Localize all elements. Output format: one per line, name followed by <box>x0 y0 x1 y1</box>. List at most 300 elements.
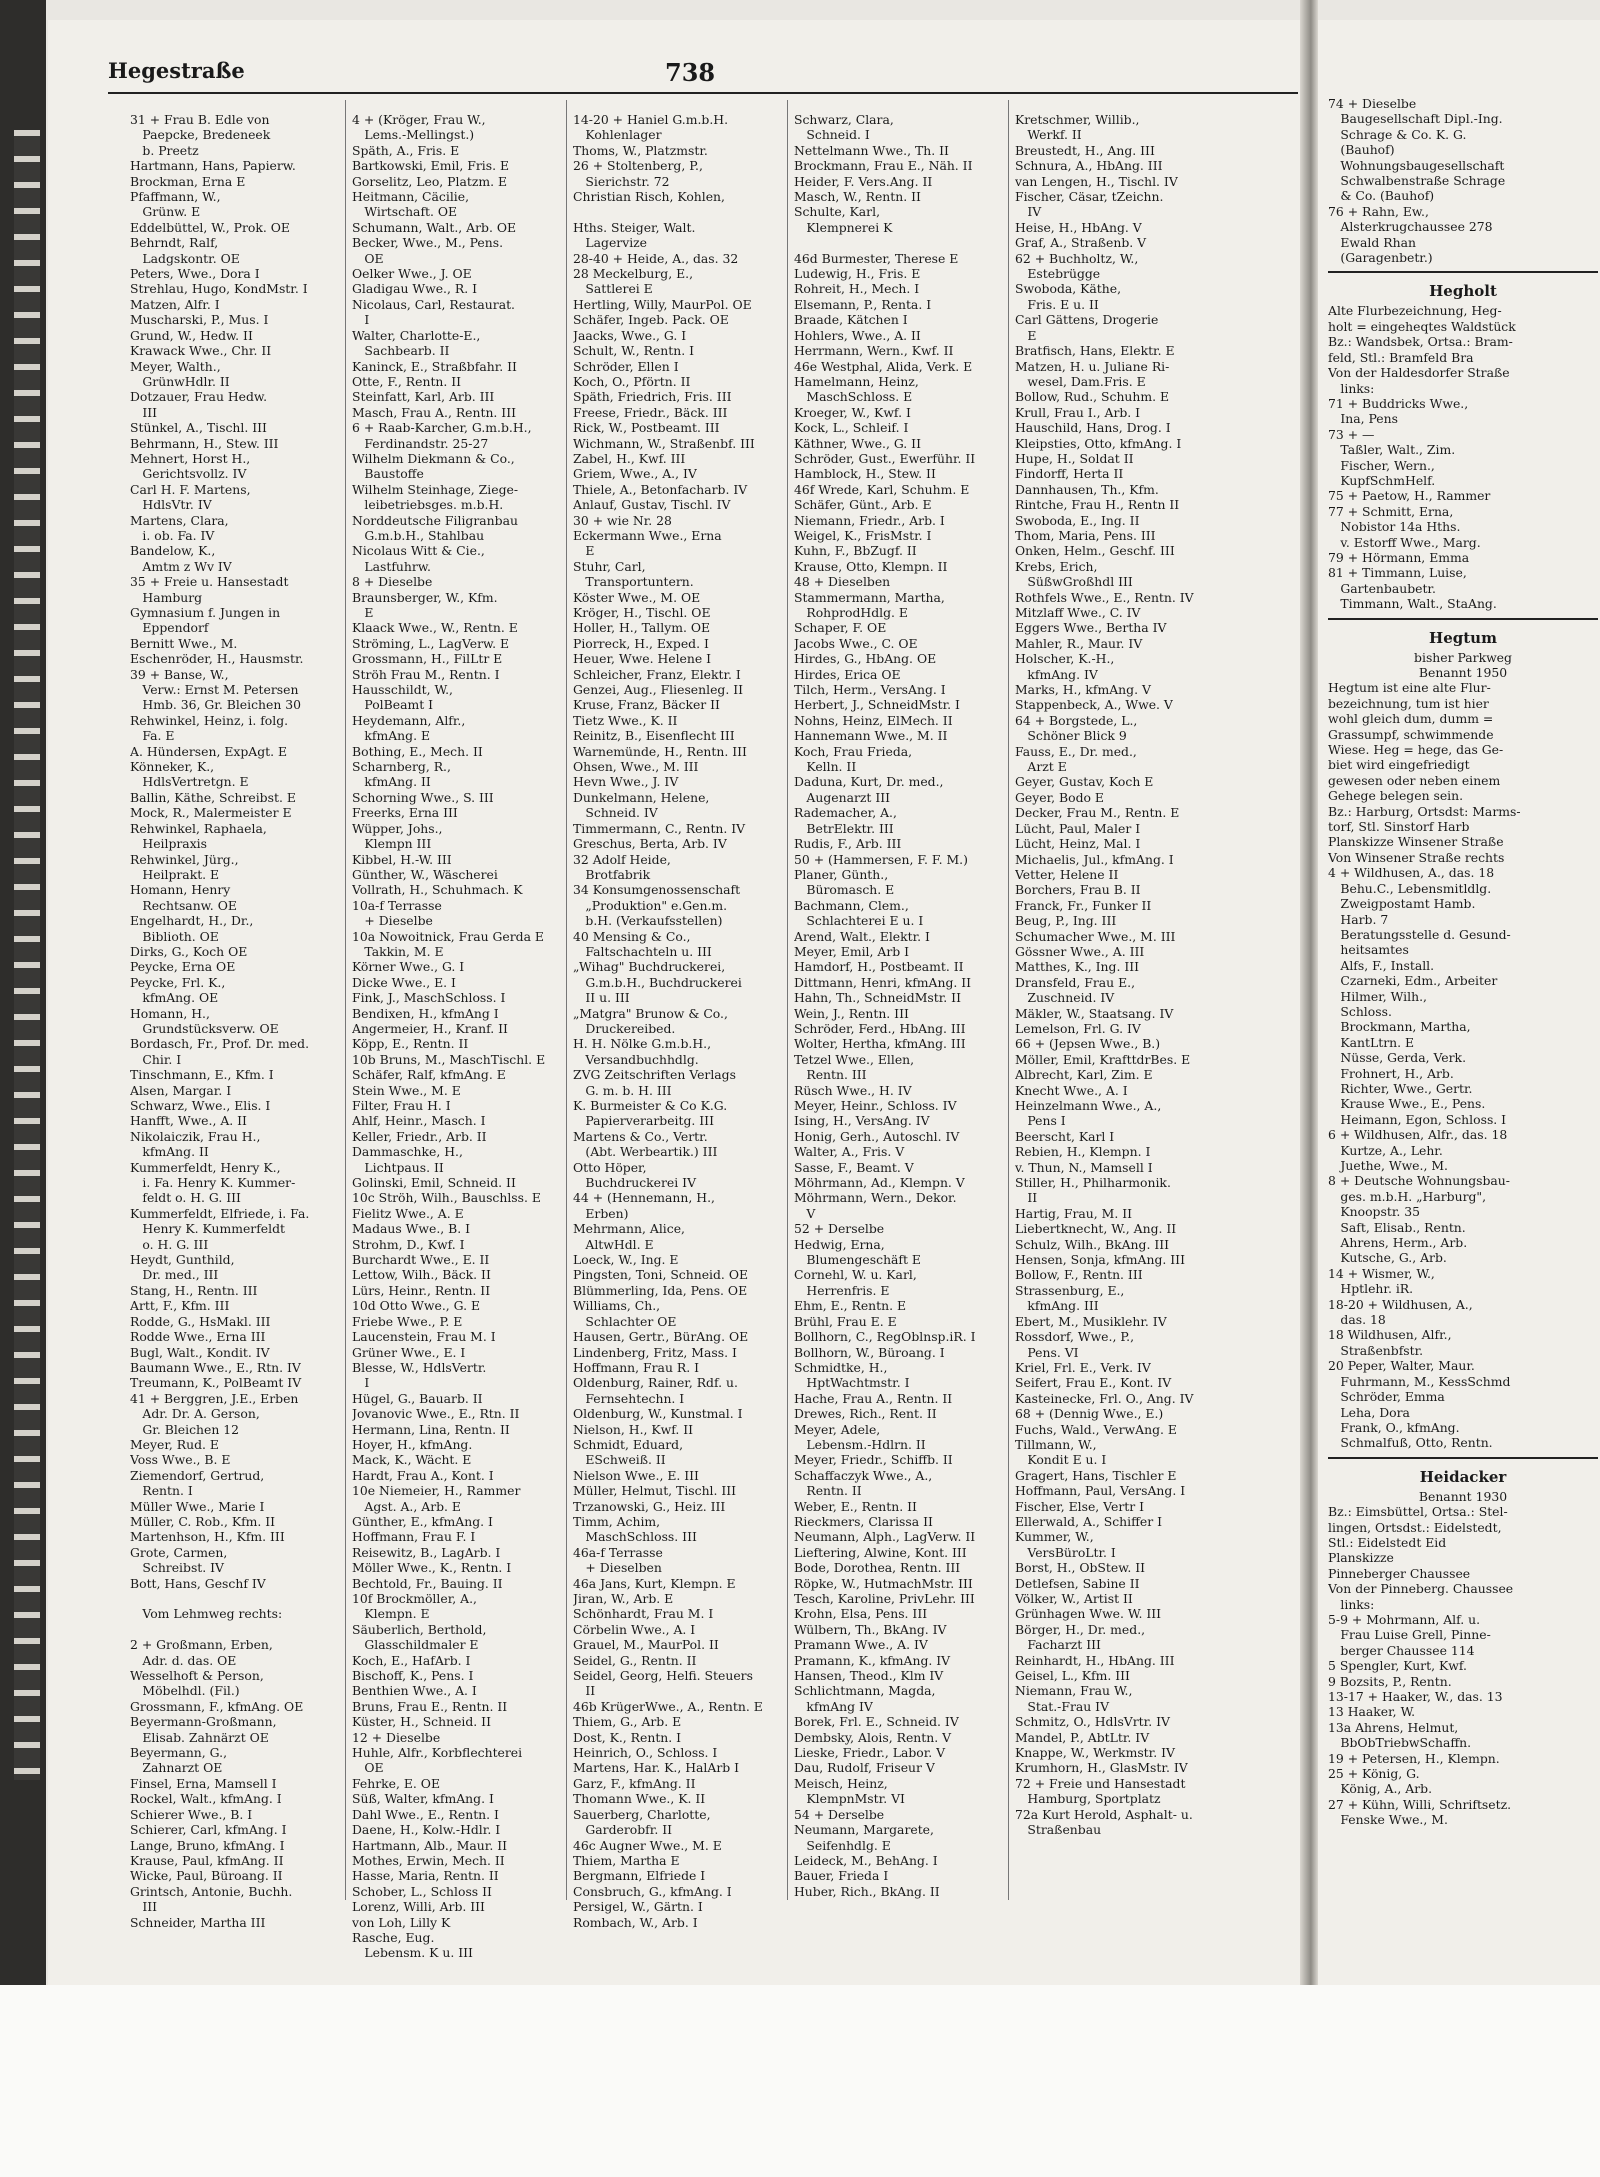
directory-entry-line: Krawack Wwe., Chr. II <box>130 343 272 359</box>
directory-entry-line: Geisel, L., Kfm. III <box>1015 1668 1130 1684</box>
directory-entry-line: Otto Höper, <box>573 1159 647 1175</box>
directory-entry-line: (Garagenbetr.) <box>1328 250 1433 266</box>
directory-entry-line: Von der Pinneberg. Chaussee <box>1328 1581 1514 1597</box>
directory-entry-line: Tietz Wwe., K. II <box>573 712 678 728</box>
directory-entry-line: Fischer, Cäsar, tZeichn. <box>1015 189 1164 205</box>
directory-entry-line: Sasse, F., Beamt. V <box>794 1159 914 1175</box>
directory-entry-line: Hevn Wwe., J. IV <box>573 774 679 790</box>
directory-entry-line: Rodde, G., HsMakl. III <box>130 1313 271 1329</box>
directory-entry-line: Timm, Achim, <box>573 1513 661 1529</box>
directory-entry-line: Kummerfeldt, Elfriede, i. Fa. <box>130 1205 310 1221</box>
directory-entry-line: 14-20 + Haniel G.m.b.H. <box>573 112 729 127</box>
directory-entry-line: 13 Haaker, W. <box>1328 1704 1416 1720</box>
directory-entry-line: 46a Jans, Kurt, Klempn. E <box>573 1575 736 1591</box>
directory-entry-line: 6 + Wildhusen, Alfr., das. 18 <box>1328 1127 1508 1143</box>
directory-entry-line: Golinski, Emil, Schneid. II <box>352 1175 516 1191</box>
directory-entry-line: Brockmann, Frau E., Näh. II <box>794 158 973 174</box>
directory-entry-line: Möbelhdl. (Fil.) <box>130 1683 240 1699</box>
directory-entry-line: 10a Nowoitnick, Frau Gerda E <box>352 928 544 944</box>
directory-entry-line: Matthes, K., Ing. III <box>1015 959 1140 975</box>
directory-entry-line: Bischoff, K., Pens. I <box>352 1668 474 1684</box>
directory-entry-line: Trzanowski, G., Heiz. III <box>573 1498 726 1514</box>
directory-entry-line: 13-17 + Haaker, W., das. 13 <box>1328 1689 1503 1704</box>
directory-entry-line: Wiese. Heg = hege, das Ge- <box>1328 742 1504 758</box>
directory-entry-line: Rothfels Wwe., E., Rentn. IV <box>1015 589 1194 605</box>
directory-entry-line: Bauer, Frieda I <box>794 1868 889 1884</box>
directory-entry-line: Heilpraxis <box>130 836 208 852</box>
directory-entry-line: Schäfer, Ralf, kfmAng. E <box>352 1067 506 1083</box>
directory-entry-line: Lebensm. K u. III <box>352 1945 473 1961</box>
directory-entry-line: Dr. med., III <box>130 1267 219 1283</box>
directory-entry-line: PolBeamt I <box>352 697 434 713</box>
directory-entry-line: Scharnberg, R., <box>352 759 451 775</box>
directory-entry-line: Leha, Dora <box>1328 1404 1410 1420</box>
directory-entry-line: Grote, Carmen, <box>130 1544 228 1560</box>
directory-entry-line: Bz.: Harburg, Ortsdst: Marms- <box>1328 803 1521 819</box>
directory-entry-line: Gr. Bleichen 12 <box>130 1421 240 1437</box>
directory-entry-line: wohl gleich dum, dumm = <box>1328 711 1494 727</box>
directory-entry-line: Ströming, L., LagVerw. E <box>352 635 510 651</box>
directory-entry-line: Thom, Maria, Pens. III <box>1015 527 1156 543</box>
directory-entry-line: Tesch, Karoline, PrivLehr. III <box>794 1591 975 1606</box>
directory-entry-line: Rademacher, A., <box>794 805 897 821</box>
directory-entry-line: Fischer, Else, Vertr I <box>1015 1498 1144 1514</box>
directory-entry-line: G. m. b. H. III <box>573 1082 672 1098</box>
directory-entry-line: „Wihag" Buchdruckerei, <box>573 959 726 975</box>
directory-entry-line: Dau, Rudolf, Friseur V <box>794 1760 935 1776</box>
directory-entry-line: Pramann, K., kfmAng. IV <box>794 1652 951 1668</box>
directory-entry-line: Chir. I <box>130 1051 182 1067</box>
directory-entry-line: Schumann, Walt., Arb. OE <box>352 219 517 235</box>
directory-entry-line: 62 + Buchholtz, W., <box>1015 250 1139 266</box>
directory-entry-line: Krumhorn, H., GlasMstr. IV <box>1015 1760 1188 1776</box>
directory-entry-line: lingen, Ortsdst.: Eidelstedt, <box>1328 1519 1502 1535</box>
directory-entry-line: Schäfer, Günt., Arb. E <box>794 497 932 513</box>
directory-entry-line: Schulte, Karl, <box>794 204 881 220</box>
directory-entry-line: Planskizze Winsener Straße <box>1328 834 1504 850</box>
directory-entry-line: Mitzlaff Wwe., C. IV <box>1015 605 1141 620</box>
directory-entry-line: Pinneberger Chaussee <box>1328 1565 1471 1581</box>
section-rule <box>1328 1457 1598 1459</box>
directory-entry-line: Schlachterei E u. I <box>794 913 924 929</box>
directory-entry-line: Seidel, G., Rentn. II <box>573 1652 697 1668</box>
directory-entry-line: Swoboda, Käthe, <box>1015 281 1122 297</box>
directory-entry-line: Büromasch. E <box>794 882 895 898</box>
directory-entry-line: Swoboda, E., Ing. II <box>1015 512 1140 528</box>
directory-entry-line: Fuchs, Wald., VerwAng. E <box>1015 1421 1177 1437</box>
directory-entry-line: Braade, Kätchen I <box>794 312 908 328</box>
directory-entry-line: Rehwinkel, Heinz, i. folg. <box>130 712 289 728</box>
directory-entry-line: Hasse, Maria, Rentn. II <box>352 1868 499 1884</box>
directory-entry-line: Meyer, Friedr., Schiffb. II <box>794 1452 953 1468</box>
directory-entry-line: Rossdorf, Wwe., P., <box>1015 1329 1135 1345</box>
directory-entry-line: Jovanovic Wwe., E., Rtn. II <box>352 1406 520 1422</box>
directory-entry-line: Ebert, M., Musiklehr. IV <box>1015 1313 1167 1329</box>
column-4 <box>794 112 1004 1899</box>
directory-entry-line: Wohnungsbaugesellschaft <box>1328 157 1505 173</box>
directory-entry-line: Schierer Wwe., B. I <box>130 1806 253 1822</box>
directory-entry-line: Zweigpostamt Hamb. <box>1328 896 1476 912</box>
directory-entry-line: 10d Otto Wwe., G. E <box>352 1298 481 1314</box>
directory-entry-line: Rechtsanw. OE <box>130 897 237 913</box>
directory-entry-line: Schloss. <box>1328 1003 1392 1019</box>
directory-entry-line: Wein, J., Rentn. III <box>794 1005 909 1021</box>
directory-entry-line: Koch, E., HafArb. I <box>352 1652 471 1668</box>
directory-entry-line: Homann, H., <box>130 1005 210 1021</box>
directory-entry-line: Schlachter OE <box>573 1313 677 1329</box>
directory-entry-line: Gladigau Wwe., R. I <box>352 281 477 297</box>
column-5 <box>1015 112 1285 1838</box>
directory-entry-line: Rasche, Eug. <box>352 1929 435 1945</box>
directory-entry-line <box>794 235 1004 250</box>
directory-entry-line: 64 + Borgstede, L., <box>1015 712 1138 728</box>
directory-entry-line: Alsen, Margar. I <box>130 1082 232 1098</box>
column-divider <box>566 100 567 1900</box>
directory-entry-line: 68 + (Dennig Wwe., E.) <box>1015 1406 1164 1422</box>
directory-entry-line: Grossmann, H., FilLtr E <box>352 651 503 667</box>
directory-entry-line: Lieske, Friedr., Labor. V <box>794 1745 946 1761</box>
directory-entry-line: Schwalbenstraße Schrage <box>1328 173 1506 189</box>
directory-entry-line: Czarneki, Edm., Arbeiter <box>1328 973 1498 989</box>
directory-entry-line: 8 + Deutsche Wohnungsbau- <box>1328 1173 1510 1189</box>
directory-entry-line: Hahn, Th., SchneidMstr. II <box>794 990 961 1006</box>
directory-entry-line: Gymnasium f. Jungen in <box>130 605 281 620</box>
directory-entry-line: Schaffaczyk Wwe., A., <box>794 1467 933 1483</box>
directory-entry-line: Seifert, Frau E., Kont. IV <box>1015 1375 1172 1391</box>
directory-entry-line: Hirdes, G., HbAng. OE <box>794 651 937 667</box>
directory-entry-line: Schmalfuß, Otto, Rentn. <box>1328 1435 1493 1451</box>
page-title: Hegestraße <box>108 58 245 83</box>
directory-entry-line: Hoyer, H., kfmAng. <box>352 1436 473 1452</box>
directory-entry-line: Voss Wwe., B. E <box>130 1452 231 1468</box>
directory-entry-line: Werkf. II <box>1015 127 1082 143</box>
directory-entry-line: Herrenfris. E <box>794 1282 890 1298</box>
directory-entry-line: Körner Wwe., G. I <box>352 959 465 975</box>
directory-entry-line: Stiller, H., Philharmonik. <box>1015 1175 1171 1191</box>
directory-entry-line: SüßwGroßhdl III <box>1015 574 1133 590</box>
directory-entry-line: Frohnert, H., Arb. <box>1328 1065 1454 1081</box>
directory-entry-line: Faltschachteln u. III <box>573 943 712 959</box>
directory-entry-line: 27 + Kühn, Willi, Schriftsetz. <box>1328 1796 1512 1812</box>
right-lines-top <box>1328 96 1598 265</box>
directory-entry-line: + Dieselbe <box>352 913 433 929</box>
directory-entry-line: links: <box>1328 380 1375 396</box>
directory-entry-line: Meyer, Walth., <box>130 358 221 374</box>
section-sub-heidacker <box>1328 1489 1598 1504</box>
directory-entry-line: Günther, W., Wäscherei <box>352 866 498 882</box>
directory-entry-line: Stl.: Eidelstedt Eid <box>1328 1534 1447 1550</box>
directory-entry-line: Alte Flurbezeichnung, Heg- <box>1328 303 1502 319</box>
directory-entry-line: Benannt 1950 <box>1418 665 1508 680</box>
directory-entry-line: Gorselitz, Leo, Platzm. E <box>352 173 508 189</box>
directory-entry-line: Straßenbfstr. <box>1328 1342 1424 1358</box>
directory-entry-line: Klempn. E <box>352 1606 430 1622</box>
directory-entry-line: Homann, Henry <box>130 882 231 898</box>
directory-entry-line: VersBüroLtr. I <box>1015 1544 1116 1560</box>
directory-entry-line: Bruns, Frau E., Rentn. II <box>352 1698 508 1714</box>
directory-entry-line: Timmermann, C., Rentn. IV <box>573 820 746 836</box>
directory-entry-line: Ladgskontr. OE <box>130 250 240 266</box>
directory-entry-line: KupfSchmHelf. <box>1328 472 1436 488</box>
directory-entry-line: 76 + Rahn, Ew., <box>1328 203 1429 219</box>
directory-entry-line: Käthner, Wwe., G. II <box>794 435 921 451</box>
directory-entry-line: 10f Brockmöller, A., <box>352 1591 477 1606</box>
directory-entry-line: bisher Parkweg <box>1414 649 1512 665</box>
directory-entry-line: Zabel, H., Kwf. III <box>573 450 686 466</box>
directory-entry-line: K. Burmeister & Co K.G. <box>573 1098 728 1113</box>
directory-entry-line: Lems.-Mellingst.) <box>352 127 475 143</box>
directory-entry-line: Kelln. II <box>794 759 857 775</box>
directory-entry-line: Hausschildt, W., <box>352 682 453 698</box>
directory-entry-line: Oelker Wwe., J. OE <box>352 266 472 282</box>
directory-entry-line: Hügel, G., Bauarb. II <box>352 1390 483 1406</box>
directory-entry-line: Michaelis, Jul., kfmAng. I <box>1015 851 1174 867</box>
directory-entry-line: b. Preetz <box>130 142 199 158</box>
directory-entry-line: Schneid. IV <box>573 805 658 821</box>
directory-entry-line: Grund, W., Hedw. II <box>130 327 253 343</box>
directory-entry-line: Becker, Wwe., M., Pens. <box>352 235 504 251</box>
directory-entry-line: IV <box>1015 204 1042 220</box>
directory-entry-line: III <box>130 404 158 420</box>
directory-entry-line: „Matgra" Brunow & Co., <box>573 1005 728 1021</box>
directory-entry-line: Heinrich, O., Schloss. I <box>573 1745 718 1761</box>
directory-entry-line: Beyermann, G., <box>130 1745 228 1761</box>
directory-entry-line: Martens, Clara, <box>130 512 229 528</box>
directory-entry-line: Transportuntern. <box>573 574 694 590</box>
directory-entry-line: Knecht Wwe., A. I <box>1015 1082 1128 1098</box>
directory-entry-line: Mehrmann, Alice, <box>573 1221 685 1237</box>
directory-entry-line: Decker, Frau M., Rentn. E <box>1015 805 1180 821</box>
directory-entry-line: Blesse, W., HdlsVertr. <box>352 1359 487 1375</box>
directory-entry-line: + Dieselben <box>573 1560 662 1576</box>
directory-entry-line: Stang, H., Rentn. III <box>130 1282 258 1298</box>
directory-entry-line: Treumann, K., PolBeamt IV <box>130 1375 302 1391</box>
directory-entry-line: 2 + Großmann, Erben, <box>130 1637 273 1653</box>
directory-entry-line: Ahrens, Herm., Arb. <box>1328 1235 1468 1251</box>
directory-entry-line: Grüner Wwe., E. I <box>352 1344 466 1360</box>
directory-entry-line: Bratfisch, Hans, Elektr. E <box>1015 343 1175 359</box>
directory-entry-line: Rudis, F., Arb. III <box>794 836 902 852</box>
directory-entry-line: Schneider, Martha III <box>130 1914 266 1930</box>
directory-entry-line: Mandel, P., AbtLtr. IV <box>1015 1729 1150 1745</box>
directory-entry-line: Schmitz, O., HdlsVrtr. IV <box>1015 1714 1170 1730</box>
directory-entry-line: Bernitt Wwe., M. <box>130 635 238 651</box>
directory-entry-line: Borchers, Frau B. II <box>1015 882 1141 898</box>
directory-entry-line: Meisch, Heinz, <box>794 1775 888 1791</box>
directory-entry-line: 39 + Banse, W., <box>130 666 229 682</box>
directory-entry-line: Schleicher, Franz, Elektr. I <box>573 666 741 682</box>
directory-entry-line: Finsel, Erna, Mamsell I <box>130 1775 277 1791</box>
directory-entry-line: Rockel, Walt., kfmAng. I <box>130 1791 282 1807</box>
directory-entry-line: Franck, Fr., Funker II <box>1015 897 1152 913</box>
directory-entry-line: Dahl Wwe., E., Rentn. I <box>352 1806 499 1822</box>
directory-entry-line: Muscharski, P., Mus. I <box>130 312 269 328</box>
directory-entry-line: Oldenburg, W., Kunstmal. I <box>573 1406 743 1422</box>
directory-entry-line: Heilprakt. E <box>130 866 220 882</box>
directory-entry-line: Adr. Dr. A. Gerson, <box>130 1406 260 1422</box>
directory-entry-line: Wülbern, Th., BkAng. IV <box>794 1621 947 1637</box>
directory-entry-line: Heuer, Wwe. Helene I <box>573 651 712 667</box>
directory-entry-line: Laucenstein, Frau M. I <box>352 1329 496 1345</box>
directory-entry-line: I <box>352 312 370 328</box>
directory-entry-line: Arend, Walt., Elektr. I <box>794 928 930 944</box>
background-bottom <box>0 1985 1600 2177</box>
directory-entry-line: Rehwinkel, Jürg., <box>130 851 239 867</box>
directory-entry-line: 10b Bruns, M., MaschTischl. E <box>352 1051 546 1067</box>
directory-entry-line: Hoffmann, Frau R. I <box>573 1359 699 1375</box>
directory-entry-line: Martenhson, H., Kfm. III <box>130 1529 285 1545</box>
section-title-hegholt: Hegholt <box>1429 282 1497 301</box>
directory-entry-line: Augenarzt III <box>794 789 891 805</box>
directory-entry-line: Carl Gättens, Drogerie <box>1015 312 1159 328</box>
directory-entry-line: i. ob. Fa. IV <box>130 527 215 543</box>
directory-entry-line: Neumann, Margarete, <box>794 1822 934 1838</box>
directory-entry-line: Stein Wwe., M. E <box>352 1082 461 1098</box>
directory-entry-line: 19 + Petersen, H., Klempn. <box>1328 1750 1500 1766</box>
directory-entry-line: Bandelow, K., <box>130 543 216 559</box>
directory-entry-line: 25 + König, G. <box>1328 1766 1420 1782</box>
directory-entry-line: v. Thun, N., Mamsell I <box>1015 1159 1153 1175</box>
directory-entry-line: Hardt, Frau A., Kont. I <box>352 1467 494 1483</box>
directory-entry-line: Planer, Günth., <box>794 866 889 882</box>
directory-entry-line: III <box>130 1899 158 1915</box>
column-1 <box>130 112 340 1930</box>
directory-entry-line: Ewald Rhan <box>1328 234 1416 250</box>
directory-entry-line: Jaacks, Wwe., G. I <box>573 327 687 343</box>
section-sub-hegtum <box>1328 650 1598 681</box>
directory-entry-line: Günther, E., kfmAng. I <box>352 1513 493 1529</box>
directory-entry-line: 46b KrügerWwe., A., Rentn. E <box>573 1698 763 1714</box>
directory-entry-line: (Abt. Werbeartik.) III <box>573 1144 718 1160</box>
directory-entry-line: Nielson, H., Kwf. II <box>573 1421 694 1437</box>
directory-entry-line: Strassenburg, E., <box>1015 1282 1125 1298</box>
directory-entry-line: Verw.: Ernst M. Petersen <box>130 682 299 698</box>
directory-entry-line: Peters, Wwe., Dora I <box>130 266 260 282</box>
directory-entry-line: Krause Wwe., E., Pens. <box>1328 1096 1486 1112</box>
directory-entry-line: Bugl, Walt., Kondit. IV <box>130 1344 270 1360</box>
directory-entry-line: feldt o. H. G. III <box>130 1190 241 1206</box>
directory-entry-line: Taßler, Walt., Zim. <box>1328 442 1456 458</box>
directory-entry-line: Findorff, Herta II <box>1015 466 1124 482</box>
directory-entry-line: Hoffmann, Paul, VersAng. I <box>1015 1483 1186 1499</box>
directory-entry-line: Consbruch, G., kfmAng. I <box>573 1883 732 1899</box>
directory-entry-line: Kibbel, H.-W. III <box>352 851 452 867</box>
directory-entry-line: Vollrath, H., Schuhmach. K <box>352 882 523 898</box>
directory-entry-line: Schmidtke, H., <box>794 1359 888 1375</box>
directory-entry-line: Kröger, H., Tischl. OE <box>573 605 711 620</box>
directory-entry-line: Albrecht, Karl, Zim. E <box>1015 1067 1153 1083</box>
directory-entry-line: 14 + Wismer, W., <box>1328 1265 1435 1281</box>
directory-entry-line: Beerscht, Karl I <box>1015 1128 1115 1144</box>
directory-entry-line: Heise, H., HbAng. V <box>1015 219 1142 235</box>
directory-entry-line: Kasteinecke, Frl. O., Ang. IV <box>1015 1390 1194 1406</box>
directory-entry-line: b.H. (Verkaufsstellen) <box>573 913 723 929</box>
directory-entry-line: Hertling, Willy, MaurPol. OE <box>573 296 752 312</box>
page-edge-strips <box>14 130 40 1780</box>
directory-entry-line: Ahlf, Heinr., Masch. I <box>352 1113 486 1129</box>
directory-entry-line: II u. III <box>573 990 630 1006</box>
directory-entry-line: & Co. (Bauhof) <box>1328 188 1435 204</box>
directory-entry-line: Thiem, G., Arb. E <box>573 1714 682 1730</box>
directory-entry-line: Grünhagen Wwe. W. III <box>1015 1606 1162 1622</box>
directory-entry-line: Kriel, Frl. E., Verk. IV <box>1015 1359 1151 1375</box>
directory-entry-line: Gössner Wwe., A. III <box>1015 943 1145 959</box>
directory-entry-line: Thomann Wwe., K. II <box>573 1791 706 1807</box>
directory-entry-line: Friebe Wwe., P. E <box>352 1313 463 1329</box>
directory-entry-line: Fauss, E., Dr. med., <box>1015 743 1137 759</box>
directory-entry-line: Bollow, Rud., Schuhm. E <box>1015 389 1170 405</box>
directory-entry-line: kfmAng. IV <box>1015 666 1098 682</box>
directory-entry-line: Tetzel Wwe., Ellen, <box>794 1051 915 1067</box>
directory-entry-line: Von der Haldesdorfer Straße <box>1328 365 1510 381</box>
directory-entry-line: Masch, Frau A., Rentn. III <box>352 404 516 420</box>
directory-entry-line: Köpp, E., Rentn. II <box>352 1036 469 1052</box>
directory-entry-line: Peycke, Erna OE <box>130 959 236 975</box>
header-rule <box>108 92 1298 94</box>
book-gutter <box>1300 0 1318 2177</box>
directory-entry-line <box>130 1591 340 1606</box>
directory-entry-line: 31 + Frau B. Edle von <box>130 112 270 127</box>
directory-entry-line: Koch, O., Pförtn. II <box>573 373 691 389</box>
directory-entry-line: Garz, F., kfmAng. II <box>573 1775 696 1791</box>
directory-entry-line: Stat.-Frau IV <box>1015 1698 1110 1714</box>
directory-entry-line: Wilhelm Diekmann & Co., <box>352 450 515 466</box>
directory-entry-line: Rick, W., Postbeamt. III <box>573 420 720 436</box>
directory-entry-line: 5-9 + Mohrmann, Alf. u. <box>1328 1611 1481 1627</box>
directory-entry-line: Zahnarzt OE <box>130 1760 223 1776</box>
directory-entry-line: Bechtold, Fr., Bauing. II <box>352 1575 503 1591</box>
directory-entry-line: Mäkler, W., Staatsang. IV <box>1015 1005 1174 1021</box>
directory-entry-line: Schierer, Carl, kfmAng. I <box>130 1822 287 1838</box>
directory-entry-line: Knappe, W., Werkmstr. IV <box>1015 1745 1175 1761</box>
directory-entry-line: Bollhorn, W., Büroang. I <box>794 1344 945 1360</box>
directory-entry-line: Sauerberg, Charlotte, <box>573 1806 711 1822</box>
directory-entry-line: Jiran, W., Arb. E <box>573 1591 674 1606</box>
directory-entry-line: Sierichstr. 72 <box>573 173 670 189</box>
directory-entry-line: Weigel, K., FrisMstr. I <box>794 527 932 543</box>
directory-entry-line: Eckermann Wwe., Erna <box>573 527 722 543</box>
directory-entry-line: Thiele, A., Betonfacharb. IV <box>573 481 748 497</box>
directory-entry-line: Kleipsties, Otto, kfmAng. I <box>1015 435 1182 451</box>
directory-entry-line: Herbert, J., SchneidMstr. I <box>794 697 960 713</box>
directory-entry-line: Brotfabrik <box>573 866 651 882</box>
directory-entry-line: G.m.b.H., Buchdruckerei <box>573 974 742 990</box>
directory-entry-line: Fenske Wwe., M. <box>1328 1812 1448 1828</box>
directory-entry-line: Fa. E <box>130 728 175 744</box>
directory-entry-line: BetrElektr. III <box>794 820 894 836</box>
directory-entry-line: HdlsVertretgn. E <box>130 774 249 790</box>
directory-entry-line: Lindenberg, Fritz, Mass. I <box>573 1344 737 1360</box>
directory-entry-line: 26 + Stoltenberg, P., <box>573 158 703 174</box>
directory-entry-line: Ina, Pens <box>1328 411 1398 427</box>
directory-entry-line: Strehlau, Hugo, KondMstr. I <box>130 281 308 297</box>
directory-entry-line: OE <box>352 1760 384 1776</box>
directory-entry-line: Stuhr, Carl, <box>573 558 646 574</box>
directory-entry-line: Nicolaus, Carl, Restaurat. <box>352 296 515 312</box>
directory-entry-line: (Bauhof) <box>1328 142 1395 158</box>
directory-entry-line: kfmAng. II <box>130 1144 209 1160</box>
directory-entry-line: Hansen, Theod., Klm IV <box>794 1668 944 1684</box>
directory-entry-line: Schnura, A., HbAng. III <box>1015 158 1163 174</box>
directory-entry-line: Schorning Wwe., S. III <box>352 789 494 805</box>
directory-entry-line: Lastfuhrw. <box>352 558 431 574</box>
directory-entry-line: Hohlers, Wwe., A. II <box>794 327 921 343</box>
directory-entry-line: Behu.C., Lebensmitldlg. <box>1328 880 1492 896</box>
directory-entry-line: Thiem, Martha E <box>573 1852 680 1868</box>
directory-entry-line: Dannhausen, Th., Kfm. <box>1015 481 1159 497</box>
directory-entry-line: berger Chaussee 114 <box>1328 1642 1475 1658</box>
directory-entry-line: Nielson Wwe., E. III <box>573 1467 699 1483</box>
